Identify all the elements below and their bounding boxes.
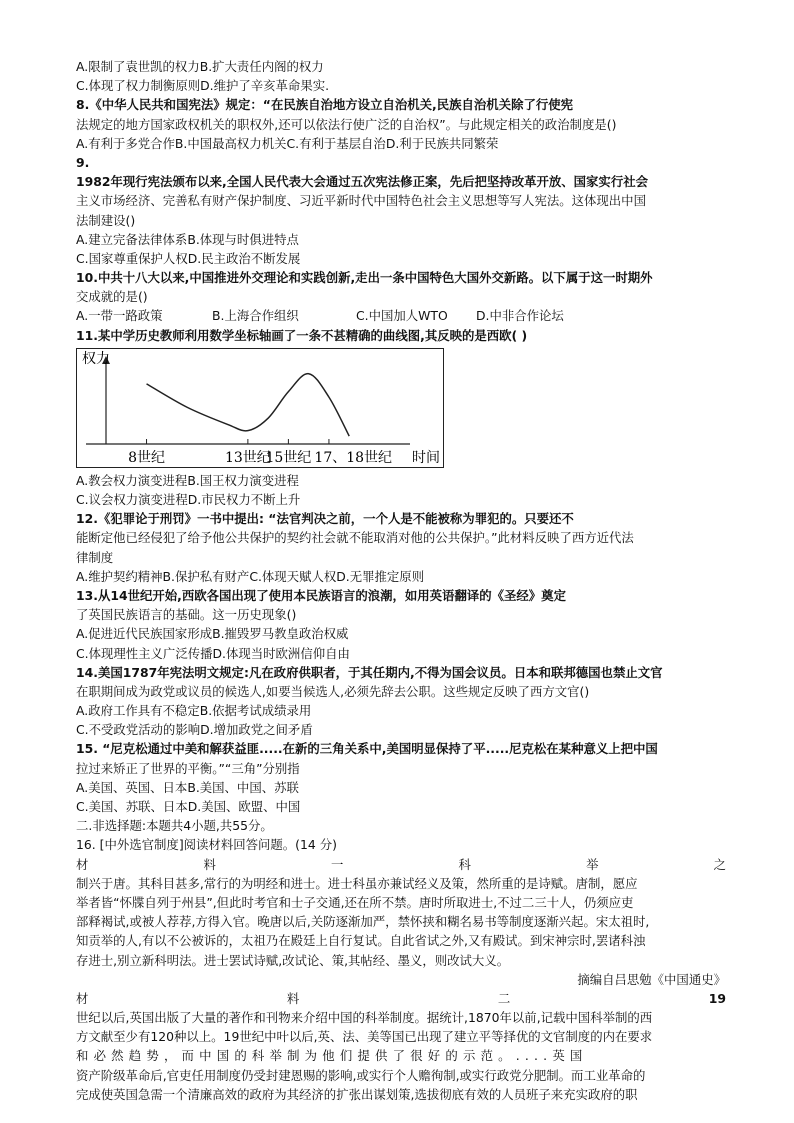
q9-stem-line2: 主义市场经济、完善私有财产保护制度、习近平新时代中国特色社会主义思想等写人宪法。这体现出中国 xyxy=(76,193,646,209)
q10-option-d: D.中非合作论坛 xyxy=(476,308,564,324)
material2-heading xyxy=(76,989,726,1008)
q12-stem-line2: 能断定他已经侵犯了给予他公共保护的契约社会就不能取消对他的公共保护。”此材料反映了西方近代法 xyxy=(76,530,634,546)
q14-options-ab: A.政府工作具有不稳定B.依据考试成绩录用 xyxy=(76,703,312,719)
x-axis-label: 时间 xyxy=(412,449,440,466)
q14-stem-line1: 14.美国1787年宪法明文规定:凡在政府供职者，于其任期内,不得为国会议员。日本和联邦德国也禁止文官 xyxy=(76,664,663,680)
q15-stem-line2: 拉过来矫正了世界的平衡。”“三角”分别指 xyxy=(76,760,300,776)
material1-line: 存进士,别立新科明法。进士罢试诗赋,改试论、策,其帖经、墨义，则改试大义。 xyxy=(76,952,510,968)
section2-header: 二.非选择题:本题共4小题,共55分。 xyxy=(76,818,273,834)
q9-stem-line1: 1982年现行宪法颁布以来,全国人民代表大会通过五次宪法修正案，先后把坚持改革开放、国家实行社会 xyxy=(76,174,648,190)
q16-title: 16. [中外选官制度]阅读材料回答问题。(14 分) xyxy=(76,837,337,853)
q12-stem-line1: 12.《犯罪论于刑罚》一书中提出: “法官判决之前，一个人是不能被称为罪犯的。只要还不 xyxy=(76,511,574,527)
x-tick-label: 15世纪 xyxy=(265,449,312,466)
q9-stem-line3: 法制建设() xyxy=(76,212,136,228)
x-tick-label: 8世纪 xyxy=(128,449,165,466)
material1-line: 制兴于唐。其科目甚多,常行的为明经和进士。进士科虽亦兼试经义及策，然所重的是诗赋。唐制，愿应 xyxy=(76,875,638,891)
power-curve-chart xyxy=(76,348,726,468)
material2-heading-part: 19 xyxy=(708,990,726,1006)
material1-heading-part: 一 xyxy=(331,856,344,872)
q8-stem-line2: 法规定的地方国家政权机关的职权外,还可以依法行使广泛的自治权”。与此规定相关的政治制度是() xyxy=(76,116,617,132)
q14-stem-line2: 在职期间成为政党或议员的候选人,如要当候选人,必须先辞去公职。这些规定反映了西方文官() xyxy=(76,683,590,699)
q9-options-ab: A.建立完备法律体系B.体现与时俱进特点 xyxy=(76,231,299,247)
q11-stem: 11.某中学历史教师利用数学坐标轴画了一条不甚精确的曲线图,其反映的是西欧( ) xyxy=(76,327,528,343)
q11-options-ab: A.教会权力演变进程B.国王权力演变进程 xyxy=(76,472,299,488)
material2-line: 世纪以后,英国出版了大量的著作和刊物来介绍中国的科举制度。据统计,1870年以前,记载中国科举制的西 xyxy=(76,1010,653,1026)
q10-option-b: B.上海合作组织 xyxy=(212,308,299,324)
q10-option-c: C.中国加人WTO xyxy=(356,308,448,324)
q12-stem-line3: 律制度 xyxy=(76,549,114,565)
q13-stem-line1: 13.从14世纪开始,西欧各国出现了使用本民族语言的浪潮，如用英语翻译的《圣经》奠定 xyxy=(76,587,566,603)
q10-option-a: A.一带一路政策 xyxy=(76,308,163,324)
material1-source: 摘编自吕思勉《中国通史》 xyxy=(577,971,726,987)
q13-stem-line2: 了英国民族语言的基础。这一历史现象() xyxy=(76,607,297,623)
q12-options: A.维护契约精神B.保护私有财产C.体现天赋人权D.无罪推定原则 xyxy=(76,568,425,584)
material2-line-justified xyxy=(76,1046,726,1065)
material1-heading-part: 举 xyxy=(586,856,599,872)
q8-options: A.有利于多党合作B.中国最高权力机关C.有利于基层自治D.利于民族共同繁荣 xyxy=(76,135,499,151)
x-tick-label: 17、18世纪 xyxy=(314,449,393,466)
material1-heading-part: 材 xyxy=(76,856,89,872)
x-ticks xyxy=(128,439,392,466)
q13-options-ab: A.促进近代民族国家形成B.摧毁罗马教皇政治权威 xyxy=(76,626,349,642)
q15-stem-line1: 15. “尼克松通过中美和解获益匪.....在新的三角关系中,美国明显保持了平.....尼克松在某种意义上把中国 xyxy=(76,741,658,757)
q15-options-ab: A.美国、英国、日本B.美国、中国、苏联 xyxy=(76,779,299,795)
material2-line: 资产阶级革命后,官吏任用制度仍受封建恩赐的影响,或实行个人赡徇制,或实行政党分肥制。而工业革命的 xyxy=(76,1067,646,1083)
y-axis-label: 权力 xyxy=(82,350,110,367)
material1-line: 部释褐试,或被人荐荐,方得入官。晚唐以后,关防逐渐加严，禁怀挟和糊名易书等制度逐渐兴起。宋太祖时, xyxy=(76,914,650,930)
q13-options-cd: C.体现理性主义广泛传播D.体现当时欧洲信仰自由 xyxy=(76,645,350,661)
material2-heading-part: 料 xyxy=(286,990,300,1006)
q7-options-ab: A.限制了袁世凯的权力B.扩大责任内阁的权力 xyxy=(76,59,324,74)
q8-stem-line1: 8.《中华人民共和国宪法》规定：“在民族自治地方设立自治机关,民族自治机关除了行使宪 xyxy=(76,97,574,113)
exam-page xyxy=(76,57,726,1104)
material1-heading-part: 科 xyxy=(458,856,471,872)
q7-options-cd: C.体现了权力制衡原则D.维护了辛亥革命果实. xyxy=(76,78,330,94)
material1-line: 举者皆“怀牒自列于州县”,但此时考官和士子交通,还在所不禁。唐时所取进士,不过二三十人，仍须应吏 xyxy=(76,894,634,910)
material2-line: 方文献至少有120种以上。19世纪中叶以后,英、法、美等国已出现了建立平等择优的文官制度的内在要求 xyxy=(76,1029,653,1045)
q11-options-cd: C.议会权力演变进程D.市民权力不断上升 xyxy=(76,492,301,507)
material1-heading xyxy=(76,855,726,874)
q9-options-cd: C.国家尊重保护人权D.民主政治不断发展 xyxy=(76,250,301,266)
power-curve-svg xyxy=(76,348,444,468)
x-tick-label: 13世纪 xyxy=(224,449,271,466)
q14-options-cd: C.不受政党活动的影响D.增加政党之间矛盾 xyxy=(76,722,313,738)
power-curve-line xyxy=(147,373,350,435)
q10-stem-line1: 10.中共十八大以来,中国推进外交理论和实践创新,走出一条中国特色大国外交新路。以下属于这一时期外 xyxy=(76,270,653,286)
material1-heading-part: 料 xyxy=(203,856,216,872)
material1-line: 知贡举的人,有以不公被诉的，太祖乃在殿廷上自行复试。自此省试之外,又有殿试。到宋神宗时,罢诸科浊 xyxy=(76,933,646,949)
q10-options xyxy=(76,306,726,325)
q9-number: 9. xyxy=(76,154,90,170)
material2-heading-part: 二 xyxy=(497,990,511,1006)
material2-line: 完成使英国急需一个清廉高效的政府为其经济的扩张出谋划策,选拔彻底有效的人员班子来充实政府的职 xyxy=(76,1086,638,1102)
q10-stem-line2: 交成就的是() xyxy=(76,289,148,305)
material2-heading-part: 材 xyxy=(76,990,89,1006)
material2-line: 和必然趋势，而中国的科举制为他们提供了很好的示范。....英国 xyxy=(76,1048,588,1064)
material1-heading-part: 之 xyxy=(713,856,726,872)
q15-options-cd: C.美国、苏联、日本D.美国、欧盟、中国 xyxy=(76,799,301,814)
